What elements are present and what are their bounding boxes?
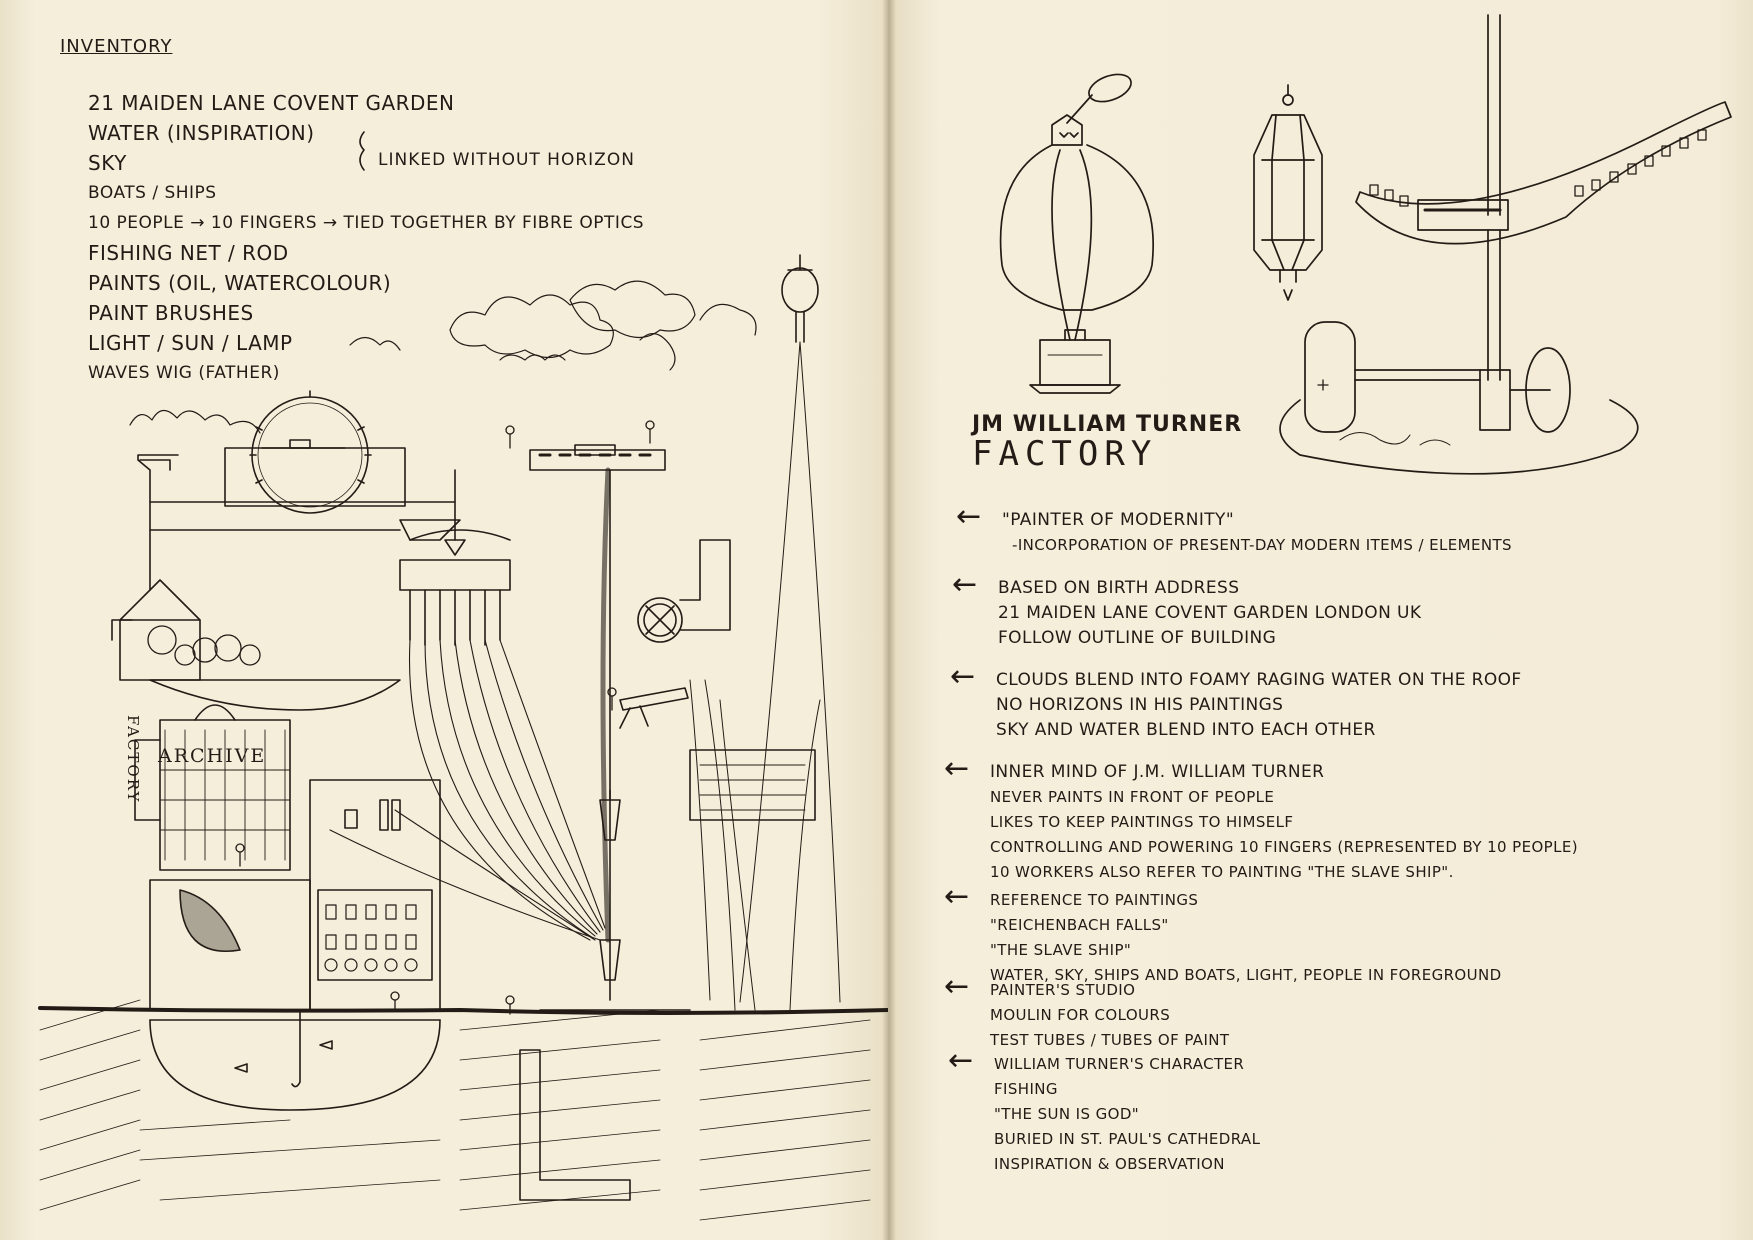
inventory-item: LIGHT / SUN / LAMP bbox=[88, 331, 293, 355]
note-line: FOLLOW OUTLINE OF BUILDING bbox=[998, 628, 1277, 648]
note-line: LIKES TO KEEP PAINTINGS TO HIMSELF bbox=[990, 813, 1294, 831]
factory-title-block bbox=[972, 412, 1243, 474]
archive-label: ARCHIVE bbox=[158, 745, 267, 767]
note-line: CLOUDS BLEND INTO FOAMY RAGING WATER ON THE ROOF bbox=[996, 670, 1522, 690]
note-line: 10 WORKERS ALSO REFER TO PAINTING "THE SLAVE SHIP". bbox=[990, 863, 1454, 881]
title-line-2: FACTORY bbox=[972, 434, 1158, 474]
inventory-title: INVENTORY bbox=[60, 36, 173, 57]
note-line: BASED ON BIRTH ADDRESS bbox=[998, 578, 1240, 598]
note-line: NO HORIZONS IN HIS PAINTINGS bbox=[996, 695, 1284, 715]
left-arrow-icon: ← bbox=[944, 879, 970, 914]
inventory-item: 21 MAIDEN LANE COVENT GARDEN bbox=[88, 91, 455, 115]
title-line-1: JM WILLIAM TURNER bbox=[972, 412, 1243, 437]
note-birth-address bbox=[952, 567, 1422, 651]
note-line: REFERENCE TO PAINTINGS bbox=[990, 891, 1199, 909]
note-inner-mind bbox=[944, 751, 1578, 885]
left-arrow-icon: ← bbox=[950, 659, 976, 694]
inventory-item: WAVES WIG (FATHER) bbox=[88, 363, 280, 383]
note-line: "THE SUN IS GOD" bbox=[994, 1105, 1140, 1123]
inventory-item: PAINTS (OIL, WATERCOLOUR) bbox=[88, 271, 392, 295]
inventory-item: 10 PEOPLE → 10 FINGERS → TIED TOGETHER BY FIBRE OPTICS bbox=[88, 213, 645, 233]
inventory-item: BOATS / SHIPS bbox=[88, 183, 217, 203]
note-line: CONTROLLING AND POWERING 10 FINGERS (REPRESENTED BY 10 PEOPLE) bbox=[990, 838, 1578, 856]
bottle-lamp-sketch bbox=[1001, 69, 1154, 393]
note-reference-paintings bbox=[944, 879, 1502, 988]
note-line: SKY AND WATER BLEND INTO EACH OTHER bbox=[996, 720, 1376, 740]
note-line: INNER MIND OF J.M. WILLIAM TURNER bbox=[990, 762, 1325, 782]
inventory-item: SKY bbox=[88, 151, 127, 175]
note-line: MOULIN FOR COLOURS bbox=[990, 1006, 1171, 1024]
note-line: "REICHENBACH FALLS" bbox=[990, 916, 1169, 934]
note-character bbox=[948, 1043, 1261, 1177]
note-line: TEST TUBES / TUBES OF PAINT bbox=[990, 1031, 1230, 1049]
note-line: BURIED IN ST. PAUL'S CATHEDRAL bbox=[994, 1130, 1261, 1148]
note-line: WILLIAM TURNER'S CHARACTER bbox=[994, 1055, 1245, 1073]
inventory-item: FISHING NET / ROD bbox=[88, 241, 289, 265]
inventory-item: WATER (INSPIRATION) bbox=[88, 121, 315, 145]
linked-without-horizon-note: LINKED WITHOUT HORIZON bbox=[378, 150, 635, 170]
note-line: -INCORPORATION OF PRESENT-DAY MODERN ITEMS / ELEMENTS bbox=[1012, 536, 1512, 554]
note-line: WATER, SKY, SHIPS AND BOATS, LIGHT, PEOPLE IN FOREGROUND bbox=[990, 966, 1502, 984]
note-line: INSPIRATION & OBSERVATION bbox=[994, 1155, 1225, 1173]
note-painters-studio bbox=[944, 969, 1230, 1053]
note-clouds-water bbox=[950, 659, 1522, 743]
left-arrow-icon: ← bbox=[956, 499, 982, 534]
note-line: PAINTER'S STUDIO bbox=[990, 981, 1136, 999]
film-cart-sketch bbox=[1280, 15, 1731, 474]
hanging-lantern-sketch bbox=[1254, 85, 1322, 300]
note-line: NEVER PAINTS IN FRONT OF PEOPLE bbox=[990, 788, 1275, 806]
note-line: FISHING bbox=[994, 1080, 1058, 1098]
left-arrow-icon: ← bbox=[944, 751, 970, 786]
left-arrow-icon: ← bbox=[952, 567, 978, 602]
note-line: "PAINTER OF MODERNITY" bbox=[1002, 510, 1235, 530]
left-arrow-icon: ← bbox=[944, 969, 970, 1004]
left-arrow-icon: ← bbox=[948, 1043, 974, 1078]
note-painter-of-modernity bbox=[956, 499, 1512, 558]
note-line: 21 MAIDEN LANE COVENT GARDEN LONDON UK bbox=[998, 603, 1422, 623]
inventory-item: PAINT BRUSHES bbox=[88, 301, 254, 325]
factory-vertical-label: FACTORY bbox=[124, 715, 142, 804]
note-line: "THE SLAVE SHIP" bbox=[990, 941, 1132, 959]
